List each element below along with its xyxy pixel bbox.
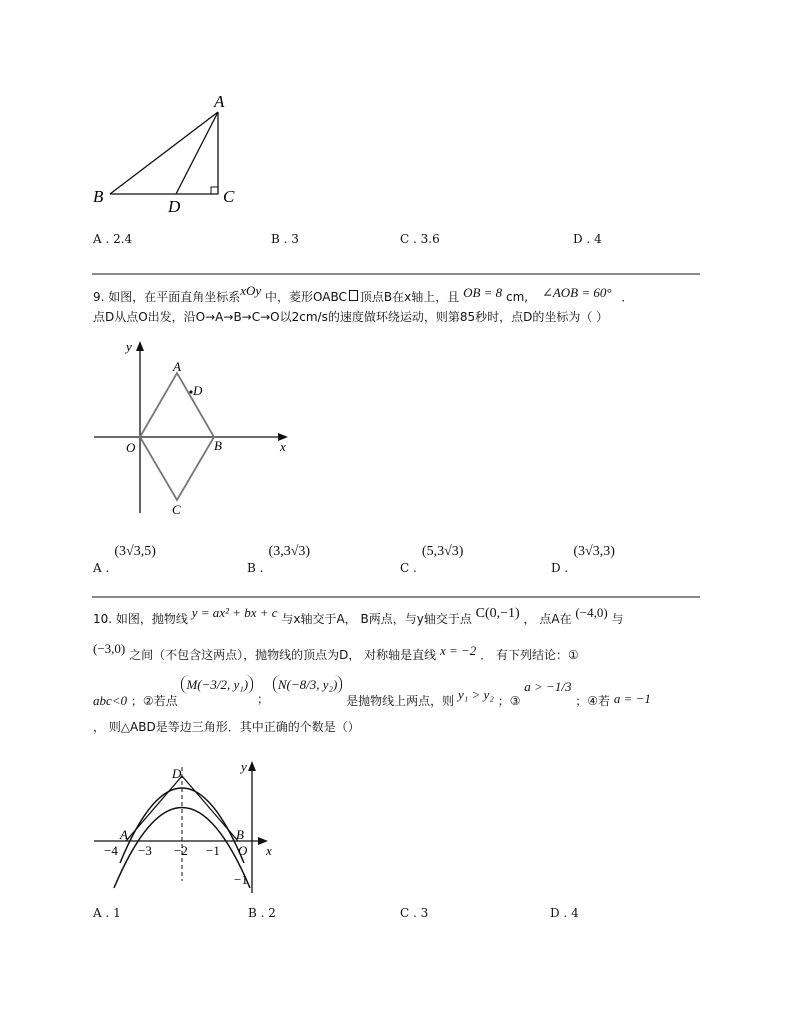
q10-text-2: 与x轴交于A， B两点，与y轴交于点 bbox=[281, 612, 472, 626]
q9-option-d-letter: D . bbox=[551, 561, 569, 575]
q10-label-b: B bbox=[236, 827, 244, 842]
q9-label-d: D bbox=[193, 383, 203, 398]
q10-point-c: C(0,−1) bbox=[475, 606, 520, 621]
q10-label-d: D bbox=[172, 766, 182, 781]
q10-point-n: N(−8/3, y₂) bbox=[273, 675, 343, 694]
q9-angle: ∠AOB = 60° bbox=[541, 285, 612, 300]
q9-option-d-value: (3√3,3) bbox=[573, 544, 615, 559]
q9-text-3: 顶点B在x轴上，且 bbox=[359, 290, 460, 304]
q10-range-start: (−4,0) bbox=[575, 605, 608, 620]
q10-option-d[interactable]: D . 4 bbox=[550, 906, 579, 920]
q9-option-a-value: (3√3,5) bbox=[114, 544, 156, 559]
q10-text-10: ；④若 bbox=[575, 694, 611, 708]
q10-cond3: a > −1/3 bbox=[524, 679, 572, 694]
q9-cm: cm, bbox=[506, 290, 529, 304]
q10-text-9: ；③ bbox=[497, 694, 521, 708]
q8-label-c: C bbox=[223, 187, 235, 206]
q10-line4: ， 则△ABD是等边三角形．其中正确的个数是（） bbox=[93, 720, 360, 734]
q9-line1 bbox=[93, 283, 634, 306]
q9-text-2: 中，菱形OABC bbox=[265, 290, 347, 304]
q9-option-b-letter: B . bbox=[247, 561, 264, 575]
q10-option-c[interactable]: C . 3 bbox=[400, 906, 429, 920]
q10-line3 bbox=[93, 676, 651, 716]
q8-option-d[interactable]: D . 4 bbox=[573, 232, 602, 246]
q9-label-x: x bbox=[280, 439, 286, 454]
q8-option-a[interactable]: A . 2.4 bbox=[93, 232, 133, 246]
q10-tick-minus1: −1 bbox=[206, 843, 220, 858]
q10-point-m: M(−3/2, y₁) bbox=[181, 675, 253, 694]
q10-text-7: ；②若点 bbox=[130, 694, 178, 708]
q10-label-a: A bbox=[120, 827, 128, 842]
q10-cond1: abc<0 bbox=[93, 693, 128, 708]
q10-range-end: (−3,0) bbox=[93, 641, 126, 656]
q10-label-y: y bbox=[241, 759, 247, 774]
q9-label-y: y bbox=[126, 339, 132, 354]
q10-text-6: ． 有下列结论：① bbox=[480, 648, 579, 662]
q10-tick-minus3: −3 bbox=[138, 843, 152, 858]
q9-option-c-value: (5,3√3) bbox=[421, 544, 464, 559]
q10-option-a[interactable]: A . 1 bbox=[93, 906, 121, 920]
q10-text-1: 10. 如图，抛物线 bbox=[93, 612, 188, 626]
q9-option-b[interactable] bbox=[247, 540, 311, 575]
q8-option-c[interactable]: C . 3.6 bbox=[400, 232, 440, 246]
q9-label-a: A bbox=[173, 359, 181, 374]
q9-option-d[interactable] bbox=[551, 540, 615, 575]
q8-label-b: B bbox=[93, 187, 104, 206]
q10-option-b[interactable]: B . 2 bbox=[248, 906, 276, 920]
q10-text-5: 之间（不包含这两点），抛物线的顶点为D， 对称轴是直线 bbox=[129, 648, 437, 662]
q9-option-c[interactable] bbox=[400, 540, 464, 575]
q10-text-4: 与 bbox=[611, 612, 624, 626]
q10-line1 bbox=[93, 605, 624, 629]
q10-label-x: x bbox=[266, 843, 272, 858]
q10-cond4: a = −1 bbox=[613, 691, 651, 706]
q9-xoy: xOy bbox=[240, 283, 262, 298]
q10-parabola-figure bbox=[92, 753, 292, 898]
q10-line2 bbox=[93, 641, 579, 664]
q9-text-1: 9. 如图，在平面直角坐标系 bbox=[93, 290, 241, 304]
q9-rhombus-figure bbox=[90, 335, 300, 520]
q10-axis: x = −2 bbox=[439, 643, 477, 658]
q10-tick-minus4: −4 bbox=[104, 843, 118, 858]
q10-text-sep: ； bbox=[256, 692, 269, 706]
q9-option-a[interactable] bbox=[93, 540, 156, 575]
q9-end: ． bbox=[621, 290, 634, 304]
q8-triangle-figure bbox=[86, 90, 246, 215]
q9-line2: 点D从点O出发，沿O→A→B→C→O以2cm/s的速度做环绕运动，则第85秒时，点D的坐标为（ ） bbox=[93, 310, 609, 324]
q9-ob: OB = 8 bbox=[463, 285, 503, 300]
divider-q8-q9 bbox=[92, 273, 700, 275]
q8-label-a: A bbox=[214, 92, 225, 111]
q10-tick-y-minus1: −1 bbox=[234, 872, 248, 887]
q10-tick-minus2: −2 bbox=[174, 843, 188, 858]
q9-option-c-letter: C . bbox=[400, 561, 417, 575]
q10-y-compare: y₁ > y₂ bbox=[458, 687, 494, 702]
q10-text-3: ， 点A在 bbox=[523, 612, 572, 626]
q10-label-o: O bbox=[238, 843, 248, 858]
q9-option-b-value: (3,3√3) bbox=[268, 544, 311, 559]
q9-label-b: B bbox=[214, 438, 222, 453]
q8-label-d: D bbox=[168, 197, 181, 215]
q9-label-o: O bbox=[126, 440, 136, 455]
q8-option-b[interactable]: B . 3 bbox=[271, 232, 299, 246]
q10-equation: y = ax² + bx + c bbox=[191, 605, 278, 620]
q10-text-8: 是抛物线上两点，则 bbox=[346, 694, 455, 708]
divider-q9-q10 bbox=[92, 596, 700, 598]
q9-option-a-letter: A . bbox=[93, 561, 110, 575]
missing-glyph-icon bbox=[349, 290, 358, 301]
q9-label-c: C bbox=[172, 502, 181, 517]
